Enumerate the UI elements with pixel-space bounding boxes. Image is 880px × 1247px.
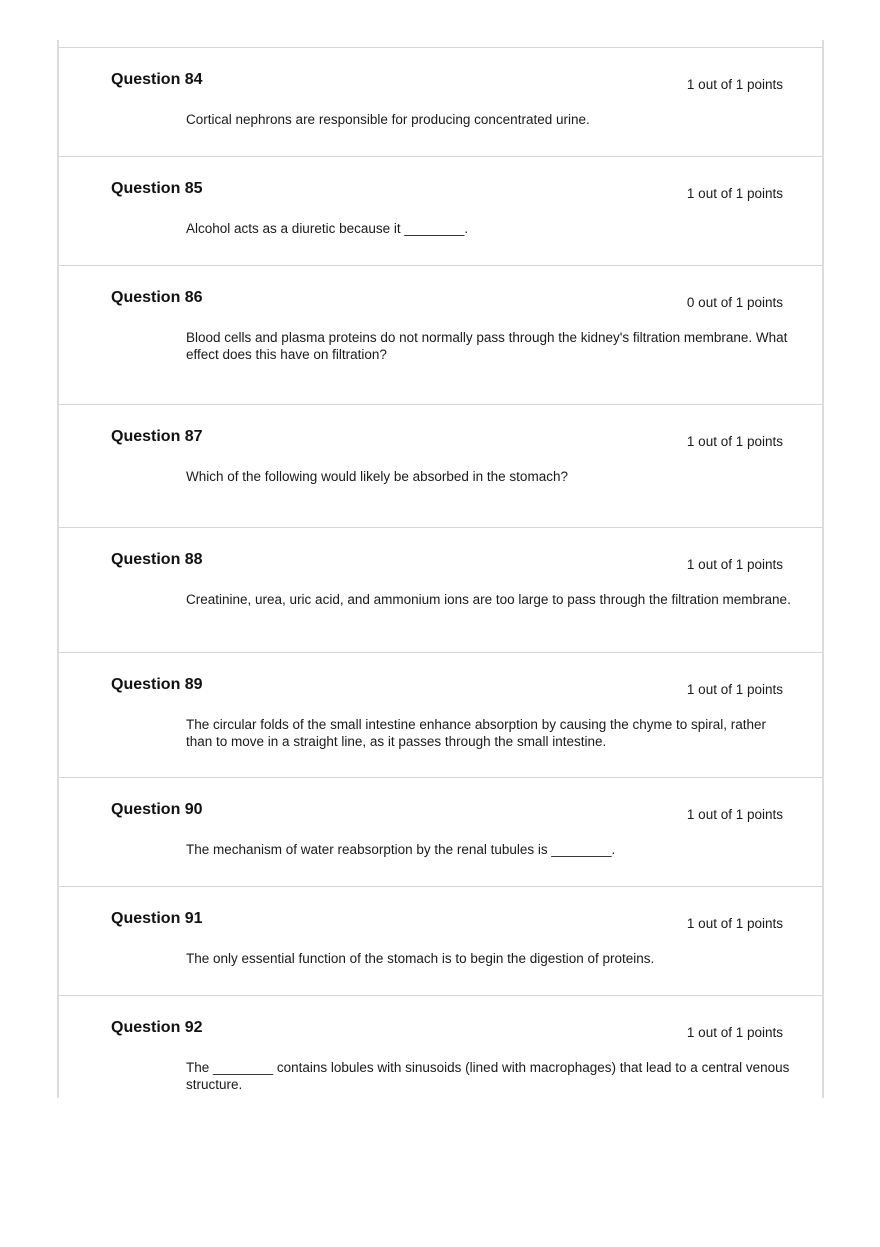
question-text: Creatinine, urea, uric acid, and ammonium ions are too large to pass through the filtration membrane.	[186, 592, 791, 607]
question-points: 1 out of 1 points	[686, 682, 783, 697]
question-points: 1 out of 1 points	[686, 916, 783, 931]
question-text: Cortical nephrons are responsible for producing concentrated urine.	[186, 112, 590, 127]
questions-container	[57, 40, 824, 1098]
question-block-89	[59, 652, 822, 778]
question-title: Question 87	[111, 428, 203, 445]
question-block-84	[59, 47, 822, 157]
question-points: 1 out of 1 points	[686, 1025, 783, 1040]
question-text: Alcohol acts as a diuretic because it ________.	[186, 221, 469, 236]
question-text: The mechanism of water reabsorption by the renal tubules is ________.	[186, 842, 616, 857]
question-title: Question 91	[111, 910, 203, 927]
question-text: The ________ contains lobules with sinusoids (lined with macrophages) that lead to a central venous structure.	[186, 1060, 790, 1092]
question-points: 1 out of 1 points	[686, 186, 783, 201]
question-title: Question 88	[111, 551, 203, 568]
question-block-91	[59, 886, 822, 996]
question-block-90	[59, 777, 822, 887]
question-block-86	[59, 265, 822, 405]
question-text: Blood cells and plasma proteins do not normally pass through the kidney's filtration membrane. What effect does this have on filtration?	[186, 330, 788, 362]
question-points: 1 out of 1 points	[686, 77, 783, 92]
question-title: Question 86	[111, 289, 203, 306]
question-points: 1 out of 1 points	[686, 807, 783, 822]
question-block-87	[59, 404, 822, 528]
question-block-88	[59, 527, 822, 653]
question-title: Question 90	[111, 801, 203, 818]
question-title: Question 92	[111, 1019, 203, 1036]
question-points: 0 out of 1 points	[686, 295, 783, 310]
question-title: Question 85	[111, 180, 203, 197]
question-block-85	[59, 156, 822, 266]
question-points: 1 out of 1 points	[686, 434, 783, 449]
question-text: Which of the following would likely be absorbed in the stomach?	[186, 469, 568, 484]
question-text: The circular folds of the small intestine enhance absorption by causing the chyme to spiral, rather than to move in a straight line, as it passes through the small intestine.	[186, 717, 767, 749]
question-points: 1 out of 1 points	[686, 557, 783, 572]
question-title: Question 89	[111, 676, 203, 693]
question-text: The only essential function of the stomach is to begin the digestion of proteins.	[186, 951, 655, 966]
question-block-92	[59, 995, 822, 1098]
question-title: Question 84	[111, 71, 203, 88]
